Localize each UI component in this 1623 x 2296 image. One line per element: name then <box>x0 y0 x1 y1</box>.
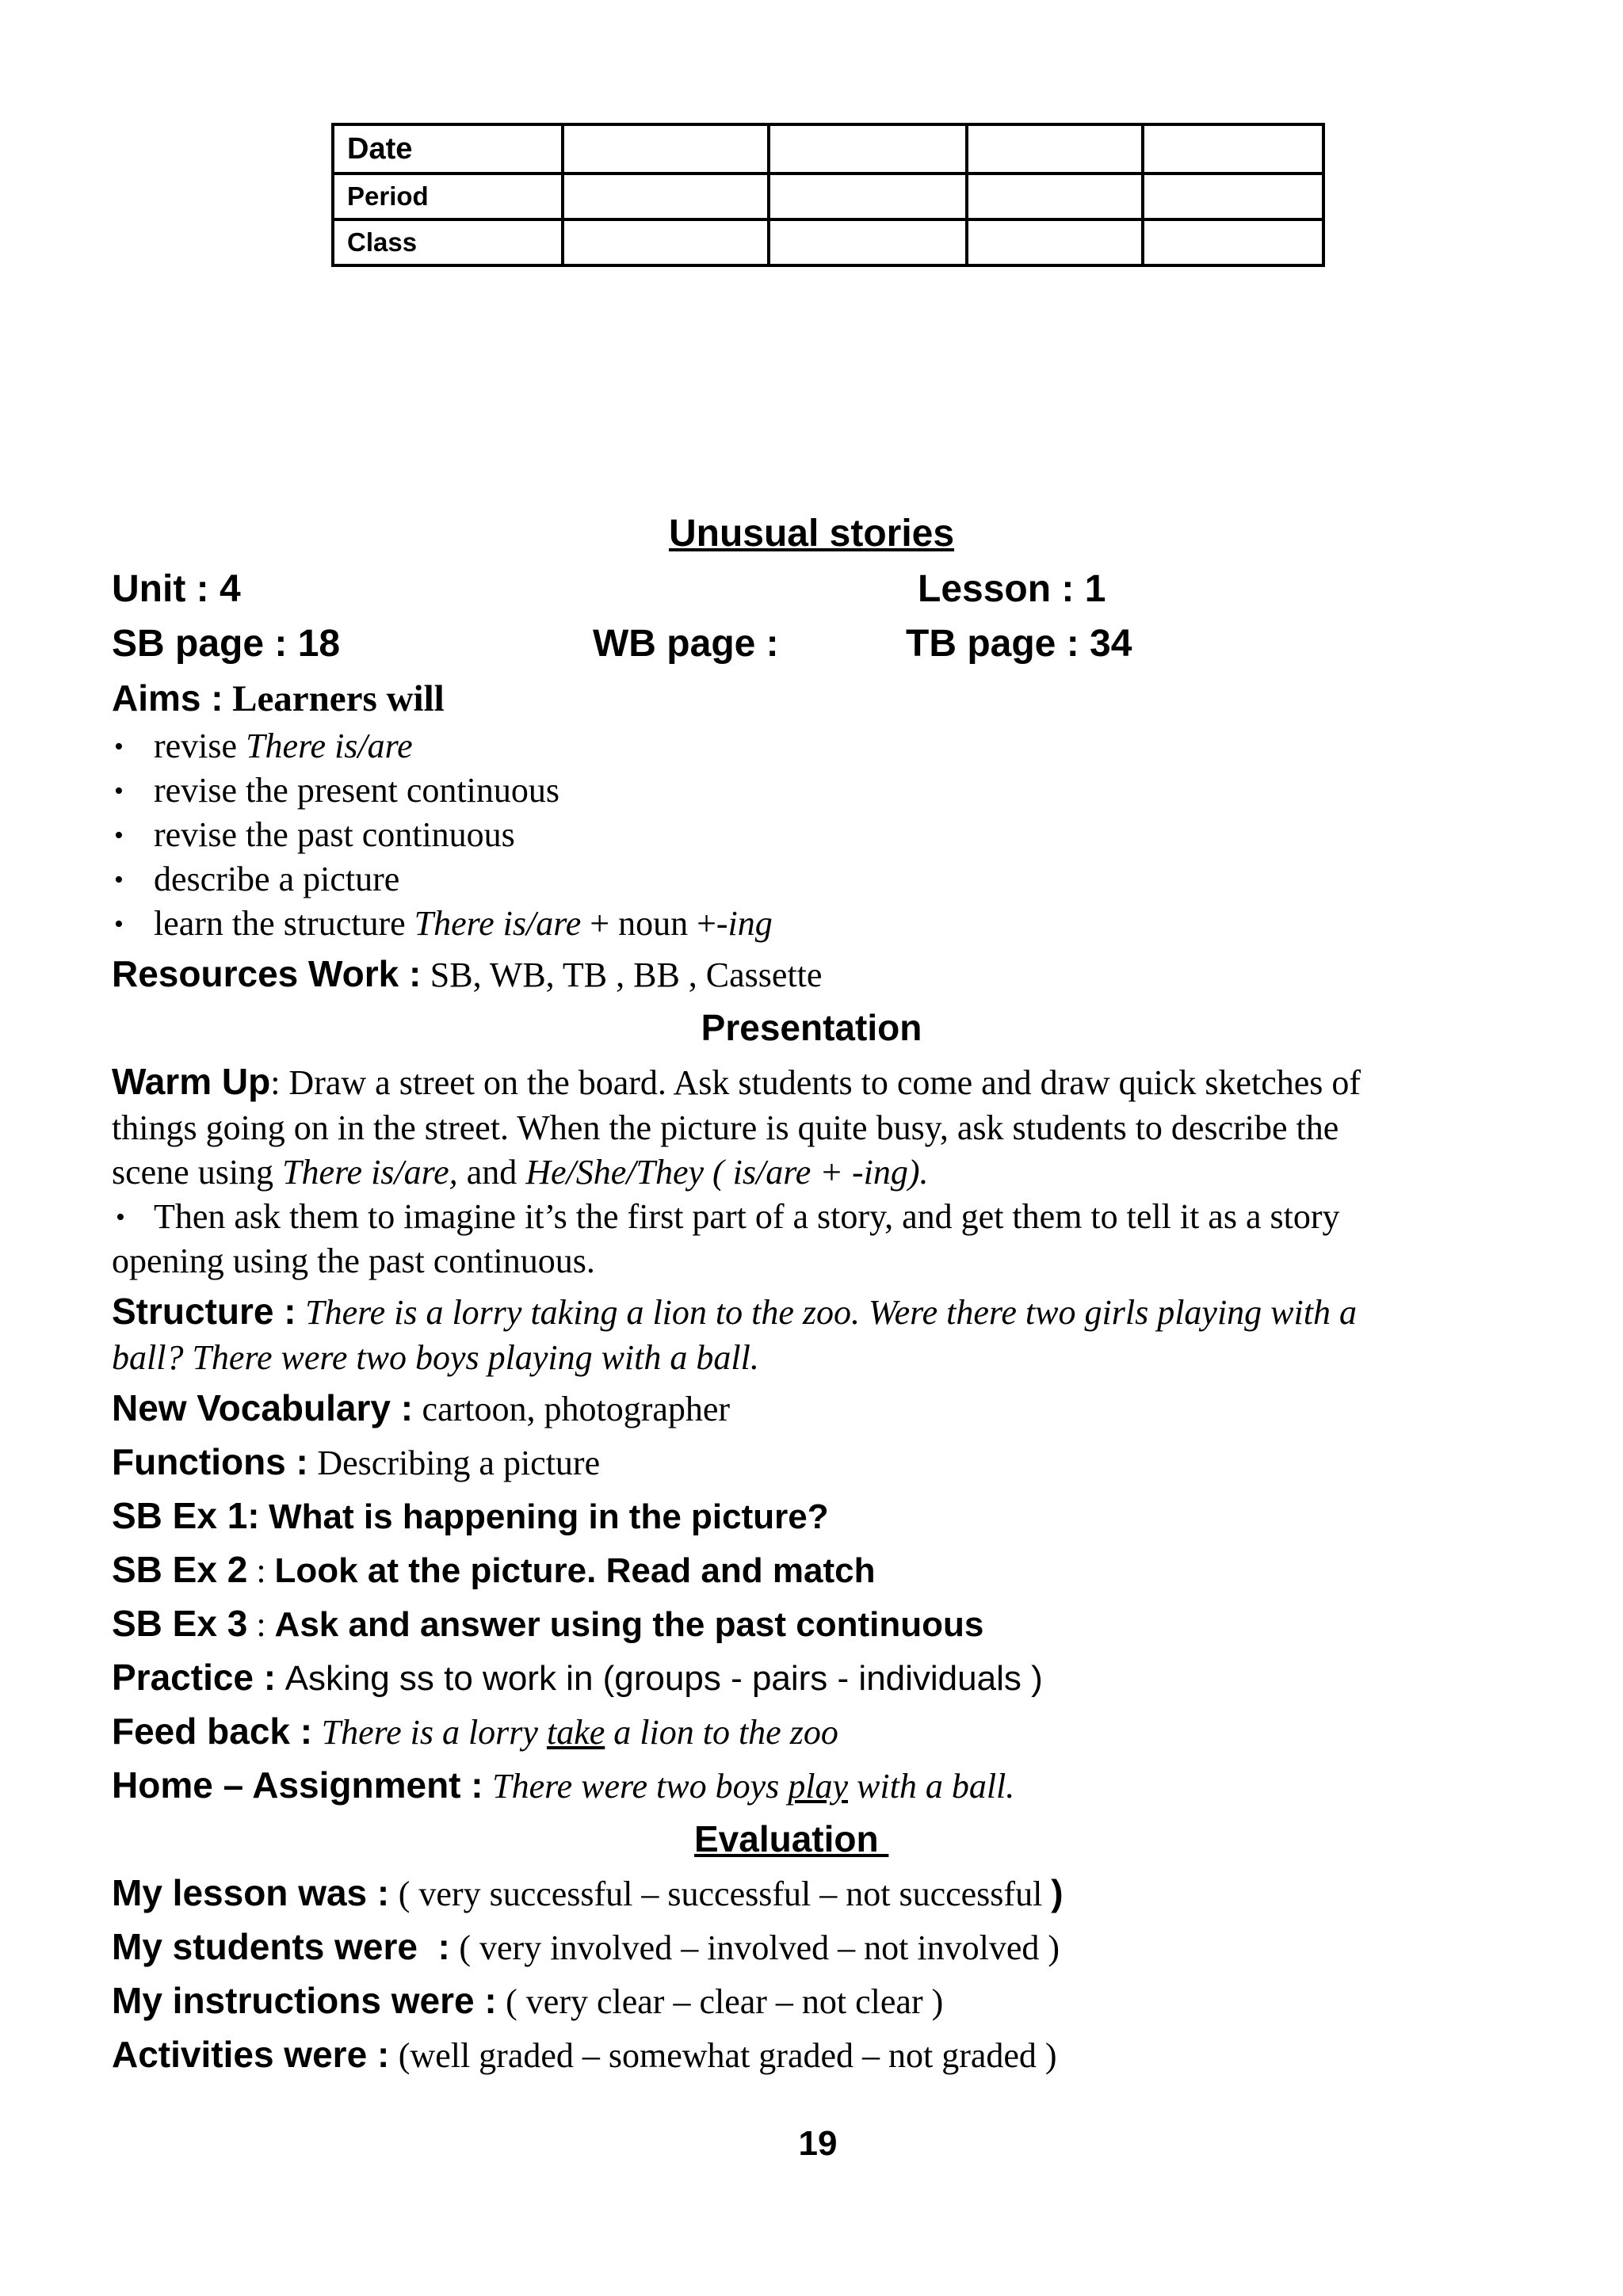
warm-up-line-2: things going on in the street. When the picture is quite busy, ask students to describe the <box>112 1108 1339 1147</box>
unit-number: Unit : 4 <box>112 568 241 610</box>
structure-line-1: Structure : There is a lorry taking a lion to the zoo. Were there two girls playing with a <box>112 1291 1357 1332</box>
evaluation-label: My students were : <box>112 1926 450 1967</box>
aim-item: describe a picture <box>154 860 400 898</box>
lesson-title: Unusual stories <box>668 513 955 555</box>
functions-label: Functions : <box>112 1441 308 1482</box>
table-cell <box>1143 124 1323 174</box>
evaluation-label: My instructions were : <box>112 1980 497 2021</box>
bullet-icon: • <box>114 865 124 894</box>
class-label: Class <box>333 219 563 265</box>
table-row <box>333 174 1323 219</box>
sb-ex3-line: SB Ex 3 : Ask and answer using the past continuous <box>112 1603 984 1644</box>
evaluation-heading: Evaluation <box>694 1818 889 1859</box>
home-assignment-label: Home – Assignment : <box>112 1764 483 1806</box>
aim-item: revise There is/are <box>154 727 413 765</box>
evaluation-lesson-line: My lesson was : ( very successful – successful – not successful ) <box>112 1872 1064 1913</box>
functions-line: Functions : Describing a picture <box>112 1441 601 1482</box>
aim-item: revise the past continuous <box>154 815 515 854</box>
evaluation-instructions-line: My instructions were : ( very clear – clear – not clear ) <box>112 1980 944 2021</box>
period-label: Period <box>333 174 563 219</box>
warm-up-label: Warm Up <box>112 1061 271 1102</box>
table-cell <box>1143 219 1323 265</box>
evaluation-label: My lesson was : <box>112 1872 390 1913</box>
resources-label: Resources Work : <box>112 953 422 994</box>
tb-page: TB page : 34 <box>906 623 1132 665</box>
structure-label: Structure : <box>112 1291 296 1332</box>
resources-line <box>112 955 822 993</box>
warm-up-line-1: Warm Up: Draw a street on the board. Ask students to come and draw quick sketches of <box>112 1061 1361 1102</box>
feedback-label: Feed back : <box>112 1711 313 1752</box>
feedback-line: Feed back : There is a lorry take a lion to the zoo <box>112 1711 838 1752</box>
bullet-icon: • <box>116 1203 125 1232</box>
aim-item: revise the present continuous <box>154 771 559 810</box>
aims-intro: Learners will <box>232 678 445 719</box>
warm-up-line-3: scene using There is/are, and He/She/They ( is/are + -ing). <box>112 1153 929 1192</box>
sb-ex2-line: SB Ex 2 : Look at the picture. Read and match <box>112 1549 876 1590</box>
table-cell <box>967 174 1143 219</box>
presentation-heading: Presentation <box>701 1007 922 1048</box>
structure-line-2: ball? There were two boys playing with a ball. <box>112 1338 759 1377</box>
table-row <box>333 219 1323 265</box>
evaluation-students-line: My students were : ( very involved – involved – not involved ) <box>112 1926 1060 1967</box>
resources-text: SB, WB, TB , BB , Cassette <box>430 955 823 994</box>
bullet-icon: • <box>114 910 124 939</box>
practice-line: Practice : Asking ss to work in (groups - pairs - individuals ) <box>112 1657 1043 1698</box>
evaluation-activities-line: Activities were : (well graded – somewhat graded – not graded ) <box>112 2034 1057 2075</box>
warm-up-bullet-line-1: Then ask them to imagine it’s the first part of a story, and get them to tell it as a story <box>154 1197 1340 1236</box>
table-cell <box>563 124 769 174</box>
sb-ex3-label: SB Ex 3 <box>112 1603 248 1644</box>
table-cell <box>967 124 1143 174</box>
warm-up-bullet-line-2: opening using the past continuous. <box>112 1241 595 1280</box>
aims-line <box>112 677 445 719</box>
sb-ex1-line: SB Ex 1: What is happening in the picture? <box>112 1495 829 1536</box>
date-label: Date <box>333 124 563 174</box>
wb-page: WB page : <box>593 623 779 665</box>
aim-item: learn the structure There is/are + noun +-ing <box>154 904 773 943</box>
bullet-icon: • <box>114 776 124 806</box>
table-cell <box>1143 174 1323 219</box>
table-cell <box>769 124 967 174</box>
date-period-class-table <box>331 123 1325 267</box>
table-cell <box>563 219 769 265</box>
lesson-number: Lesson : 1 <box>918 568 1106 610</box>
table-cell <box>769 174 967 219</box>
sb-ex1-label: SB Ex 1: <box>112 1495 260 1536</box>
new-vocabulary-line: New Vocabulary : cartoon, photographer <box>112 1387 731 1428</box>
table-cell <box>563 174 769 219</box>
page-number: 19 <box>798 2124 838 2163</box>
home-assignment-line: Home – Assignment : There were two boys play with a ball. <box>112 1764 1015 1806</box>
table-cell <box>967 219 1143 265</box>
practice-label: Practice : <box>112 1657 277 1698</box>
aims-label: Aims : <box>112 677 223 719</box>
table-row <box>333 124 1323 174</box>
new-vocabulary-label: New Vocabulary : <box>112 1387 414 1428</box>
sb-ex2-label: SB Ex 2 <box>112 1549 248 1590</box>
sb-page: SB page : 18 <box>112 623 341 665</box>
table-cell <box>769 219 967 265</box>
bullet-icon: • <box>114 732 124 761</box>
evaluation-label: Activities were : <box>112 2034 390 2075</box>
bullet-icon: • <box>114 821 124 850</box>
